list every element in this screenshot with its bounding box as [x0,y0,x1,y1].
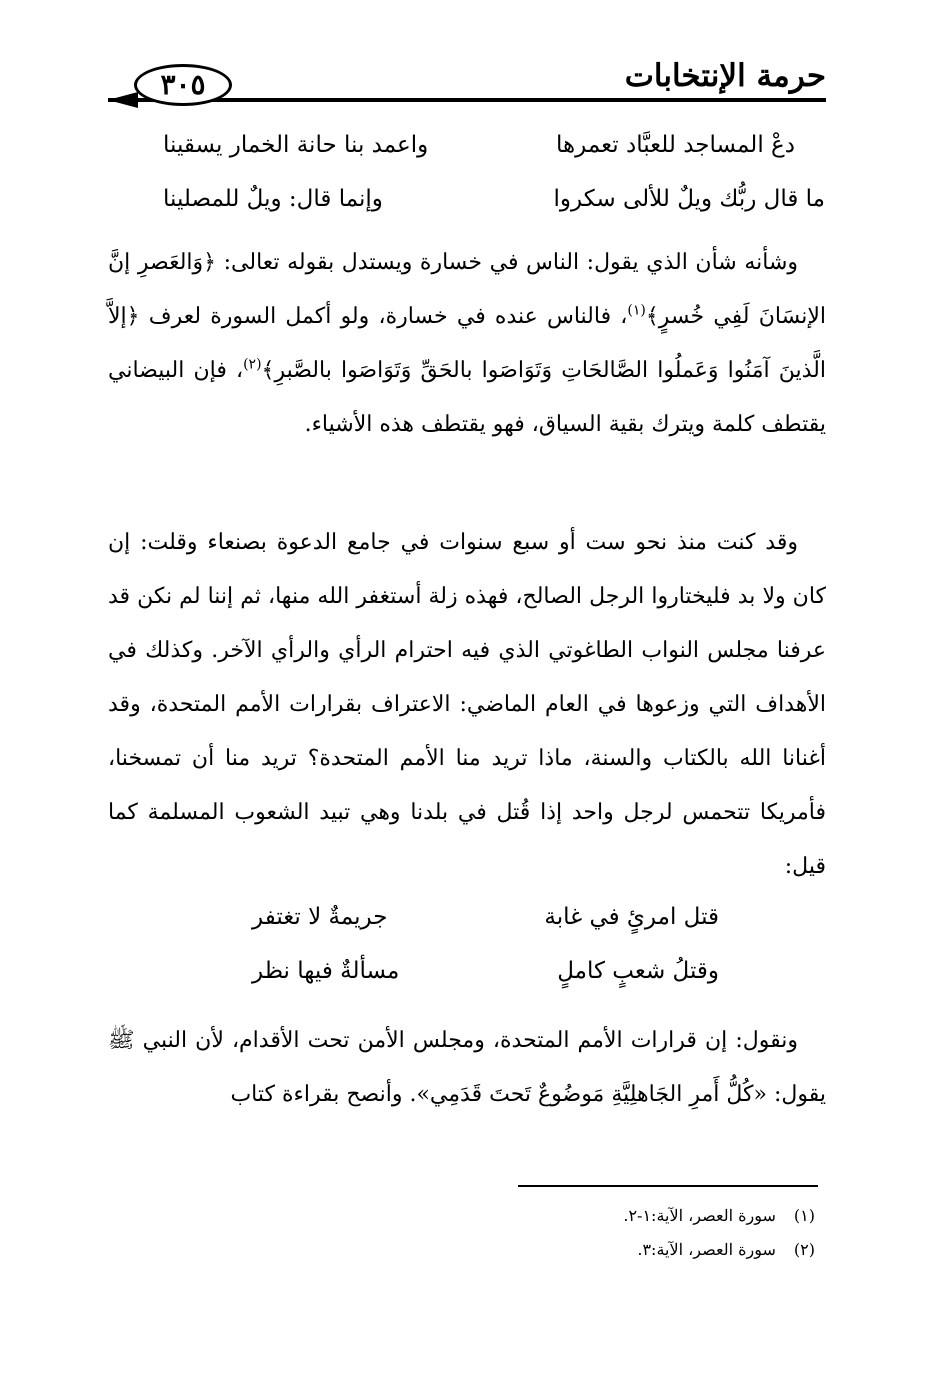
page-number: ٣٠٥ [134,64,232,106]
paragraph-1 [108,236,826,452]
footnote-1-text: سورة العصر، الآية:١-٢. [623,1206,776,1225]
poem1-line2-right: ما قال ربُّك ويلٌ للألى سكروا [553,186,825,212]
poem1-line1-left: واعمد بنا حانة الخمار يسقينا [163,132,429,158]
footnote-2 [637,1240,815,1259]
paragraph-1-part-a: وشأنه شأن الذي يقول: الناس في خسارة ويستدل بقوله تعالى: ﴿وَالعَصرِ إنَّ الإنسَانَ لَفِي خُسرٍ﴾ [108,250,826,329]
paragraph-1-part-c: ، فإن البيضاني يقتطف كلمة ويترك بقية السياق، فهو يقتطف هذه الأشياء. [108,358,826,437]
footnote-2-text: سورة العصر، الآية:٣. [637,1240,776,1259]
poem2-line2-right: وقتلُ شعبٍ كاملٍ [557,958,719,984]
paragraph-3 [108,1014,826,1122]
paragraph-3-text: ونقول: إن قرارات الأمم المتحدة، ومجلس الأمن تحت الأقدام، لأن النبي ﷺ يقول: «كُلُّ أَمرِ الجَاهلِيَّةِ مَوضُوعٌ تَحتَ قَدَمِي». وأنصح بقراءة كتاب [108,1028,826,1107]
paragraph-1-part-b: ، فالناس عنده في خسارة، ولو أكمل السورة لعرف ﴿إلاَّ الَّذينَ آمَنُوا وَعَملُوا الصَّالحَاتِ وَتَوَاصَوا بالحَقِّ وَتَوَاصَوا بالصَّبرِ﴾ [108,304,826,383]
poem2-line1-left: جريمةٌ لا تغتفر [252,904,388,930]
footnote-2-number: (٢) [793,1240,815,1259]
poem1-line1-right: دعْ المساجد للعبَّاد تعمرها [556,132,795,158]
paragraph-2 [108,516,826,894]
footnote-ref-1: (١) [627,302,646,319]
header-pen-ornament [108,92,138,108]
poem2-line1-right: قتل امرئٍ في غابة [544,904,719,930]
page-header [108,52,826,112]
poem2-line2-left: مسألةٌ فيها نظر [252,958,400,984]
paragraph-2-text: وقد كنت منذ نحو ست أو سبع سنوات في جامع الدعوة بصنعاء وقلت: إن كان ولا بد فليختاروا الرجل الصالح، فهذه زلة أستغفر الله منها، ثم إننا لم نكن قد عرفنا مجلس النواب الطاغوتي الذي فيه احترام الرأي والرأي الآخر. وكذلك في الأهداف التي وزعوها في العام الماضي: الاعتراف بقرارات الأمم المتحدة، وقد أغنانا الله بالكتاب والسنة، ماذا تريد منا الأمم المتحدة؟ تريد منا أن تمسخنا، فأمريكا تتحمس لرجل واحد إذا قُتل في بلدنا وهي تبيد الشعوب المسلمة كما قيل: [108,530,826,879]
footnote-1 [623,1206,815,1225]
running-title: حرمة الإنتخابات [624,58,826,94]
footnote-separator [518,1185,818,1187]
footnote-1-number: (١) [793,1206,815,1225]
footnote-ref-2: (٢) [243,356,262,373]
poem1-line2-left: وإنما قال: ويلٌ للمصلينا [163,186,383,212]
